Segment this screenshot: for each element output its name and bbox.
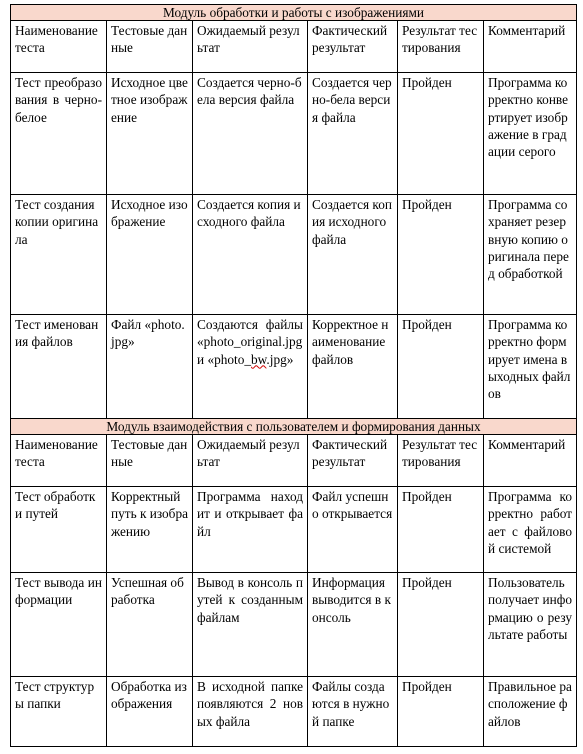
comment: Программа сохраняет резервную копию оригинала перед обработкой	[484, 195, 577, 315]
actual-result: Создается копия исходного файла	[308, 195, 398, 315]
table-row	[11, 73, 577, 195]
test-results-table	[10, 4, 577, 747]
test-status: Пройден	[398, 195, 484, 315]
actual-result: Файл успешно открывается	[308, 487, 398, 573]
test-data: Корректный путь к изображению	[107, 487, 193, 573]
table-row	[11, 487, 577, 573]
actual-result: Информация выводится в консоль	[308, 573, 398, 677]
comment: Программа корректно конвертирует изображение в градации серого	[484, 73, 577, 195]
test-name: Тест обработки путей	[11, 487, 107, 573]
test-data: Успешная обработка	[107, 573, 193, 677]
actual-result: Создается черно-бела версия файла	[308, 73, 398, 195]
col-test-data: Тестовые данные	[107, 435, 193, 487]
test-data: Файл «photo.jpg»	[107, 315, 193, 419]
expected-result-text: Создаются файлы «photo_original.jpg и «photo_bw.jpg»	[197, 317, 303, 367]
module-header	[11, 5, 577, 21]
col-comment: Комментарий	[484, 435, 577, 487]
comment: Программа корректно формирует имена выходных файлов	[484, 315, 577, 419]
table-row	[11, 573, 577, 677]
col-result: Результат тестирования	[398, 21, 484, 73]
expected-result: Вывод в консоль путей к созданным файлам	[193, 573, 308, 677]
test-status: Пройден	[398, 677, 484, 747]
test-data: Исходное цветное изображение	[107, 73, 193, 195]
col-result: Результат тестирования	[398, 435, 484, 487]
expected-result: Программа находит и открывает файл	[193, 487, 308, 573]
col-test-data: Тестовые данные	[107, 21, 193, 73]
module-title: Модуль обработки и работы с изображениями	[11, 5, 577, 21]
table-row	[11, 195, 577, 315]
test-status: Пройден	[398, 487, 484, 573]
col-actual: Фактический результат	[308, 21, 398, 73]
comment: Правильное расположение файлов	[484, 677, 577, 747]
col-test-name: Наименование теста	[11, 21, 107, 73]
comment: Пользователь получает информацию о результате работы	[484, 573, 577, 677]
test-status: Пройден	[398, 73, 484, 195]
col-actual: Фактический результат	[308, 435, 398, 487]
actual-result: Корректное наименование файлов	[308, 315, 398, 419]
expected-result: Создается черно-бела версия файла	[193, 73, 308, 195]
test-name: Тест создания копии оригинала	[11, 195, 107, 315]
col-expected: Ожидаемый результат	[193, 435, 308, 487]
test-name: Тест именования файлов	[11, 315, 107, 419]
column-header-row	[11, 21, 577, 73]
test-status: Пройден	[398, 573, 484, 677]
test-name: Тест структуры папки	[11, 677, 107, 747]
expected-result: Создается копия исходного файла	[193, 195, 308, 315]
test-status: Пройден	[398, 315, 484, 419]
col-comment: Комментарий	[484, 21, 577, 73]
module-title: Модуль взаимодействия с пользователем и формирования данных	[11, 419, 577, 435]
col-expected: Ожидаемый результат	[193, 21, 308, 73]
column-header-row	[11, 435, 577, 487]
actual-result: Файлы создаются в нужной папке	[308, 677, 398, 747]
test-data: Исходное изображение	[107, 195, 193, 315]
test-data: Обработка изображения	[107, 677, 193, 747]
module-header	[11, 419, 577, 435]
test-name: Тест вывода информации	[11, 573, 107, 677]
table-row	[11, 677, 577, 747]
expected-result	[193, 315, 308, 419]
spellcheck-mark: bw	[251, 351, 267, 367]
expected-result: В исходной папке появляются 2 новых файла	[193, 677, 308, 747]
table-row	[11, 315, 577, 419]
test-name: Тест преобразования в черно-белое	[11, 73, 107, 195]
col-test-name: Наименование теста	[11, 435, 107, 487]
comment: Программа корректно работает с файловой системой	[484, 487, 577, 573]
